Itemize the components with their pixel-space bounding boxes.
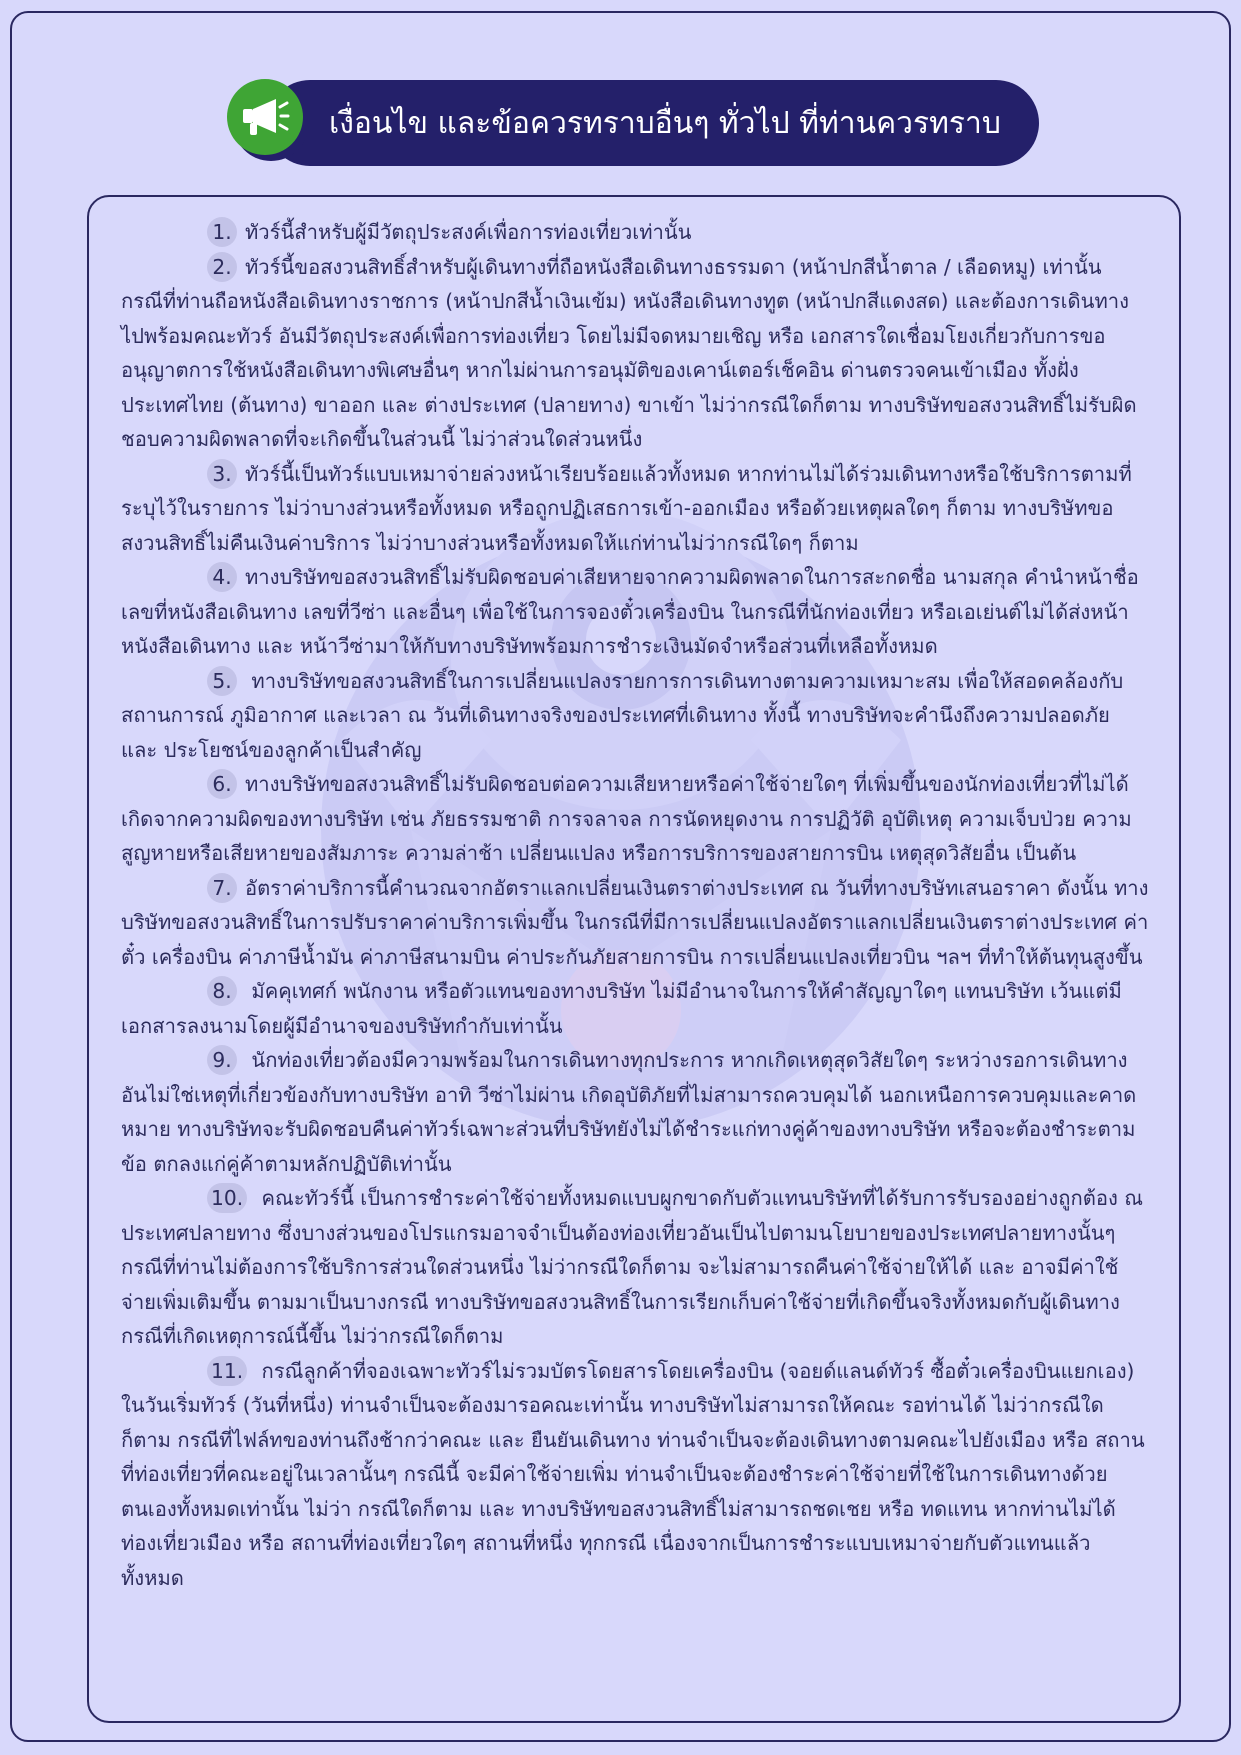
term-number: 6. <box>207 769 237 799</box>
term-item <box>121 871 1149 975</box>
term-text: มัคคุเทศก์ พนักงาน หรือตัวแทนของทางบริษัท ไม่มีอำนาจในการให้คำสัญญาใดๆ แทนบริษัท เว้นแต่มีเอกสารลงนามโดยผู้มีอำนาจของบริษัทกำกับเท่านั้น <box>121 979 1122 1038</box>
term-text: ทางบริษัทขอสงวนสิทธิ์ในการเปลี่ยนแปลงรายการการเดินทางตามความเหมาะสม เพื่อให้สอดคล้องกับ สถานการณ์ ภูมิอากาศ และเวลา ณ วันที่เดินทางจริงของประเทศที่เดินทาง ทั้งนี้ ทางบริษัทจะคำนึงถึงความปลอดภัย และ ประโยชน์ของลูกค้าเป็นสำคัญ <box>121 668 1124 762</box>
term-number: 4. <box>207 562 237 592</box>
term-number: 9. <box>207 1045 237 1075</box>
terms-list <box>121 215 1149 1595</box>
term-text: อัตราค่าบริการนี้คำนวณจากอัตราแลกเปลี่ยนเงินตราต่างประเทศ ณ วันที่ทางบริษัทเสนอราคา ดังนั้น ทางบริษัทขอสงวนสิทธิ์ในการปรับราคาค่าบริการเพิ่มขึ้น ในกรณีที่มีการเปลี่ยนแปลงอัตราแลกเปลี่ยนเงินตราต่างประเทศ ค่าตั๋ว เครื่องบิน ค่าภาษีน้ำมัน ค่าภาษีสนามบิน ค่าประกันภัยสายการบิน การเปลี่ยนแปลงเที่ยวบิน ฯลฯ ที่ทำให้ต้นทุนสูงขึ้น <box>121 875 1149 969</box>
term-text: ทัวร์นี้เป็นทัวร์แบบเหมาจ่ายล่วงหน้าเรียบร้อยแล้วทั้งหมด หากท่านไม่ได้ร่วมเดินทางหรือใช้บริการตามที่ระบุไว้ในรายการ ไม่ว่าบางส่วนหรือทั้งหมด หรือถูกปฏิเสธการเข้า-ออกเมือง หรือด้วยเหตุผลใดๆ ก็ตาม ทางบริษัทขอสงวนสิทธิ์ไม่คืนเงินค่าบริการ ไม่ว่าบางส่วนหรือทั้งหมดให้แก่ท่านไม่ว่ากรณีใดๆ ก็ตาม <box>121 461 1132 555</box>
terms-box <box>87 195 1181 1723</box>
term-item <box>121 1043 1149 1181</box>
term-item <box>121 560 1149 664</box>
term-number: 5. <box>207 666 237 696</box>
page-title: เงื่อนไข และข้อควรทราบอื่นๆ ทั่วไป ที่ท่านควรทราบ <box>329 105 1001 141</box>
term-item <box>121 215 1149 250</box>
header-banner <box>267 80 1039 166</box>
term-item <box>121 457 1149 561</box>
megaphone-icon <box>227 79 303 155</box>
section-header <box>227 80 1039 168</box>
term-number: 10. <box>207 1183 247 1213</box>
term-number: 3. <box>207 459 237 489</box>
page-frame <box>10 11 1231 1742</box>
term-number: 8. <box>207 976 237 1006</box>
term-number: 11. <box>207 1356 247 1386</box>
term-text: คณะทัวร์นี้ เป็นการชำระค่าใช้จ่ายทั้งหมดแบบผูกขาดกับตัวแทนบริษัทที่ได้รับการรับรองอย่างถูกต้อง ณ ประเทศปลายทาง ซึ่งบางส่วนของโปรแกรมอาจจำเป็นต้องท่องเที่ยวอันเป็นไปตามนโยบายของประเทศปลายทางนั้นๆ กรณีที่ท่านไม่ต้องการใช้บริการส่วนใดส่วนหนึ่ง ไม่ว่ากรณีใดก็ตาม จะไม่สามารถคืนค่าใช้จ่ายให้ได้ และ อาจมีค่าใช้จ่ายเพิ่มเติมขึ้น ตามมาเป็นบางกรณี ทางบริษัทขอสงวนสิทธิ์ในการเรียกเก็บค่าใช้จ่ายที่เกิดขึ้นจริงทั้งหมดกับผู้เดินทาง กรณีที่เกิดเหตุการณ์นี้ขึ้น ไม่ว่ากรณีใดก็ตาม <box>121 1186 1143 1348</box>
term-item <box>121 664 1149 768</box>
term-text: กรณีลูกค้าที่จองเฉพาะทัวร์ไม่รวมบัตรโดยสารโดยเครื่องบิน (จอยด์แลนด์ทัวร์ ซื้อตั๋วเครื่องบินแยกเอง) ในวันเริ่มทัวร์ (วันที่หนึ่ง) ท่านจำเป็นจะต้องมารอคณะเท่านั้น ทางบริษัทไม่สามารถให้คณะ รอท่านได้ ไม่ว่ากรณีใดก็ตาม กรณีที่ไฟล์ทของท่านถึงช้ากว่าคณะ และ ยืนยันเดินทาง ท่านจำเป็นจะต้องเดินทางตามคณะไปยังเมือง หรือ สถานที่ท่องเที่ยวที่คณะอยู่ในเวลานั้นๆ กรณีนี้ จะมีค่าใช้จ่ายเพิ่ม ท่านจำเป็นจะต้องชำระค่าใช้จ่ายที่ใช้ในการเดินทางด้วยตนเองทั้งหมดเท่านั้น ไม่ว่า กรณีใดก็ตาม และ ทางบริษัทขอสงวนสิทธิ์ไม่สามารถชดเชย หรือ ทดแทน หากท่านไม่ได้ท่องเที่ยวเมือง หรือ สถานที่ท่องเที่ยวใดๆ สถานที่หนึ่ง ทุกกรณี เนื่องจากเป็นการชำระแบบเหมาจ่ายกับตัวแทนแล้วทั้งหมด <box>121 1358 1145 1590</box>
term-item <box>121 1354 1149 1596</box>
term-text: นักท่องเที่ยวต้องมีความพร้อมในการเดินทางทุกประการ หากเกิดเหตุสุดวิสัยใดๆ ระหว่างรอการเดินทาง อันไม่ใช่เหตุที่เกี่ยวข้องกับทางบริษัท อาทิ วีซ่าไม่ผ่าน เกิดอุบัติภัยที่ไม่สามารถควบคุมได้ นอกเหนือการควบคุมและคาดหมาย ทางบริษัทจะรับผิดชอบคืนค่าทัวร์เฉพาะส่วนที่บริษัทยังไม่ได้ชำระแก่ทางคู่ค้าของทางบริษัท หรือจะต้องชำระตามข้อ ตกลงแก่คู่ค้าตามหลักปฏิบัติเท่านั้น <box>121 1048 1137 1176</box>
term-text: ทางบริษัทขอสงวนสิทธิ์ไม่รับผิดชอบค่าเสียหายจากความผิดพลาดในการสะกดชื่อ นามสกุล คำนำหน้าชื่อ เลขที่หนังสือเดินทาง เลขที่วีซ่า และอื่นๆ เพื่อใช้ในการจองตั๋วเครื่องบิน ในกรณีที่นักท่องเที่ยว หรือเอเย่นต์ไม่ได้ส่งหน้าหนังสือเดินทาง และ หน้าวีซ่ามาให้กับทางบริษัทพร้อมการชำระเงินมัดจำหรือส่วนที่เหลือทั้งหมด <box>121 565 1139 658</box>
term-number: 1. <box>207 217 237 247</box>
term-text: ทัวร์นี้สำหรับผู้มีวัตถุประสงค์เพื่อการท่องเที่ยวเท่านั้น <box>245 220 692 244</box>
term-text: ทัวร์นี้ขอสงวนสิทธิ์สำหรับผู้เดินทางที่ถือหนังสือเดินทางธรรมดา (หน้าปกสีน้ำตาล / เลือดหมู) เท่านั้น กรณีที่ท่านถือหนังสือเดินทางราชการ (หน้าปกสีน้ำเงินเข้ม) หนังสือเดินทางทูต (หน้าปกสีแดงสด) และต้องการเดินทางไปพร้อมคณะทัวร์ อันมีวัตถุประสงค์เพื่อการท่องเที่ยว โดยไม่มีจดหมายเชิญ หรือ เอกสารใดเชื่อมโยงเกี่ยวกับการขออนุญาตการใช้หนังสือเดินทางพิเศษอื่นๆ หากไม่ผ่านการอนุมัติของเคาน์เตอร์เช็คอิน ด่านตรวจคนเข้าเมือง ทั้งฝั่งประเทศไทย (ต้นทาง) ขาออก และ ต่างประเทศ (ปลายทาง) ขาเข้า ไม่ว่ากรณีใดก็ตาม ทางบริษัทขอสงวนสิทธิ์ไม่รับผิดชอบความผิดพลาดที่จะเกิดขึ้นในส่วนนี้ ไม่ว่าส่วนใดส่วนหนึ่ง <box>121 254 1137 451</box>
term-item <box>121 250 1149 457</box>
term-number: 7. <box>207 873 237 903</box>
term-item <box>121 1181 1149 1354</box>
term-text: ทางบริษัทขอสงวนสิทธิ์ไม่รับผิดชอบต่อความเสียหายหรือค่าใช้จ่ายใดๆ ที่เพิ่มขึ้นของนักท่องเที่ยวที่ไม่ได้เกิดจากความผิดของทางบริษัท เช่น ภัยธรรมชาติ การจลาจล การนัดหยุดงาน การปฏิวัติ อุบัติเหตุ ความเจ็บป่วย ความสูญหายหรือเสียหายของสัมภาระ ความล่าช้า เปลี่ยนแปลง หรือการบริการของสายการบิน เหตุสุดวิสัยอื่น เป็นต้น <box>121 772 1132 865</box>
term-number: 2. <box>207 252 237 282</box>
term-item <box>121 767 1149 871</box>
term-item <box>121 974 1149 1043</box>
